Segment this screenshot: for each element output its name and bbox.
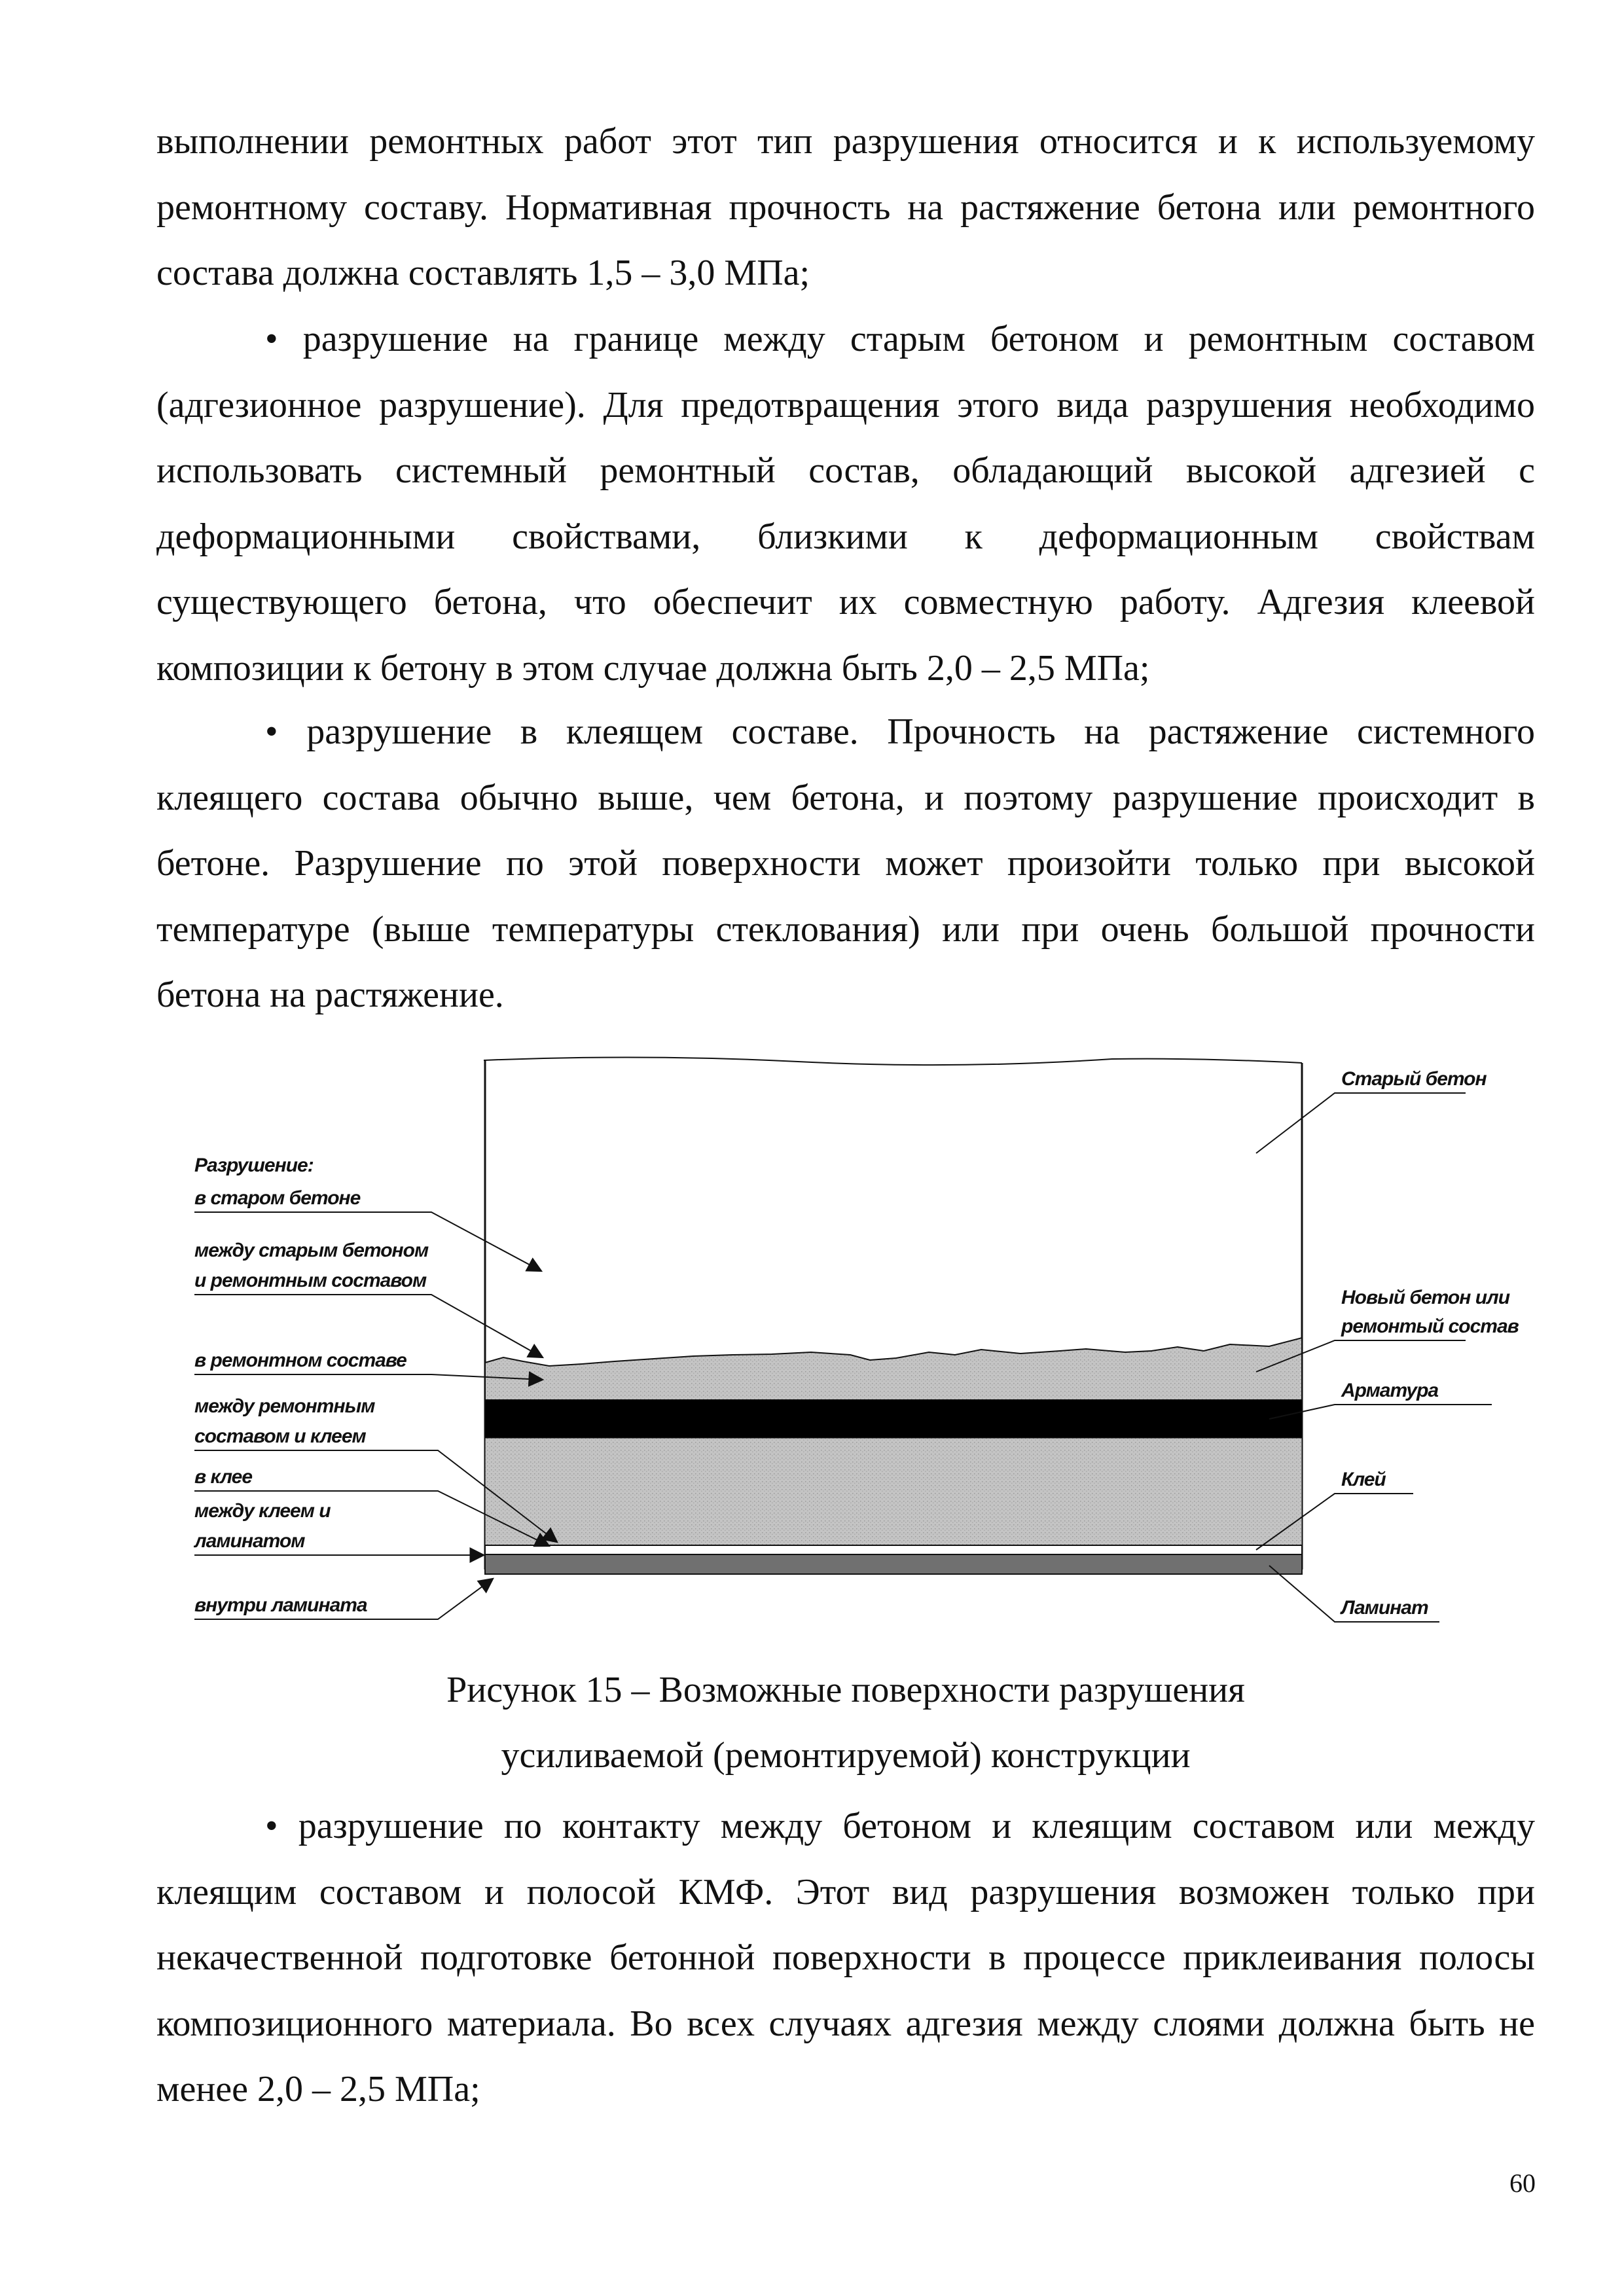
leader-between-old-repair (194, 1295, 543, 1357)
bullet-glyph: • (265, 319, 278, 359)
bullet-glyph: • (265, 1806, 278, 1846)
label-glue: Клей (1341, 1469, 1386, 1490)
leader-right-old-concrete (1256, 1093, 1466, 1153)
label-new-concrete-line1: Новый бетон или (1341, 1287, 1510, 1308)
label-in-old-concrete: в старом бетоне (194, 1187, 361, 1209)
bullet-glyph: • (265, 711, 278, 752)
glue-layer (485, 1545, 1302, 1554)
label-between-old-repair-line2: и ремонтным составом (194, 1270, 427, 1291)
label-in-repair: в ремонтном составе (194, 1350, 406, 1371)
label-between-glue-laminate-line1: между клеем и (194, 1500, 331, 1522)
label-between-glue-laminate-line2: ламинатом (194, 1530, 305, 1552)
label-new-concrete-line2: ремонтый состав (1341, 1316, 1519, 1337)
bullet-paragraph-contact (156, 1793, 1535, 2123)
figure-caption-line2: усиливаемой (ремонтируемой) конструкции (501, 1735, 1191, 1776)
label-rebar: Арматура (1341, 1380, 1439, 1401)
bullet-text: разрушение на границе между старым бетоном и ремонтным составом (адгезионное разрушение). Для предотвращения этого вида разрушения необходимо использовать системный ремонтный состав, обладающий высокой адгезией с деформационными свойствами, близкими к деформационным свойствам существующего бетона, что обеспечит их совместную работу. Адгезия клеевой композиции к бетону в этом случае должна быть 2,0 – 2,5 МПа; (156, 319, 1536, 689)
bullet-text: разрушение в клеящем составе. Прочность на растяжение системного клеящего состава обычно выше, чем бетона, и поэтому разрушение происходит в бетоне. Разрушение по этой поверхности может произойти только при высокой температуре (выше температуры стеклования) или при очень большой прочности бетона на растяжение. (156, 711, 1536, 1015)
bullet-text: разрушение по контакту между бетоном и клеящим составом или между клеящим составом и полосой КМФ. Этот вид разрушения возможен только при некачественной подготовке бетонной поверхности в процессе приклеивания полосы композиционного материала. Во всех случаях адгезия между слоями должна быть не менее 2,0 – 2,5 МПа; (156, 1806, 1535, 2109)
label-failure-header: Разрушение: (194, 1155, 314, 1176)
label-in-glue: в клее (194, 1466, 253, 1488)
label-laminate: Ламинат (1341, 1597, 1428, 1619)
bullet-paragraph-adhesion (156, 306, 1535, 701)
figure-drawing (156, 1041, 1535, 1630)
page-number: 60 (1509, 2168, 1536, 2198)
label-inside-laminate: внутри ламината (194, 1594, 367, 1616)
repair-layer-lower (485, 1438, 1302, 1545)
laminate-layer (485, 1554, 1302, 1574)
bullet-paragraph-glue (156, 699, 1535, 1028)
rebar-layer (485, 1400, 1302, 1438)
repair-layer-upper (485, 1338, 1302, 1400)
label-between-repair-glue-line2: составом и клеем (194, 1426, 366, 1447)
figure-caption-line1: Рисунок 15 – Возможные поверхности разрушения (446, 1670, 1245, 1710)
paragraph-continuation: выполнении ремонтных работ этот тип разрушения относится и к используемому ремонтному составу. Нормативная прочность на растяжение бетона или ремонтного состава должна составлять 1,5 – 3,0 МПа; (156, 121, 1535, 293)
label-old-concrete-right: Старый бетон (1341, 1068, 1487, 1090)
failure-surfaces-figure (156, 1041, 1535, 1630)
label-between-repair-glue-line1: между ремонтным (194, 1395, 375, 1417)
label-between-old-repair-line1: между старым бетоном (194, 1240, 429, 1261)
